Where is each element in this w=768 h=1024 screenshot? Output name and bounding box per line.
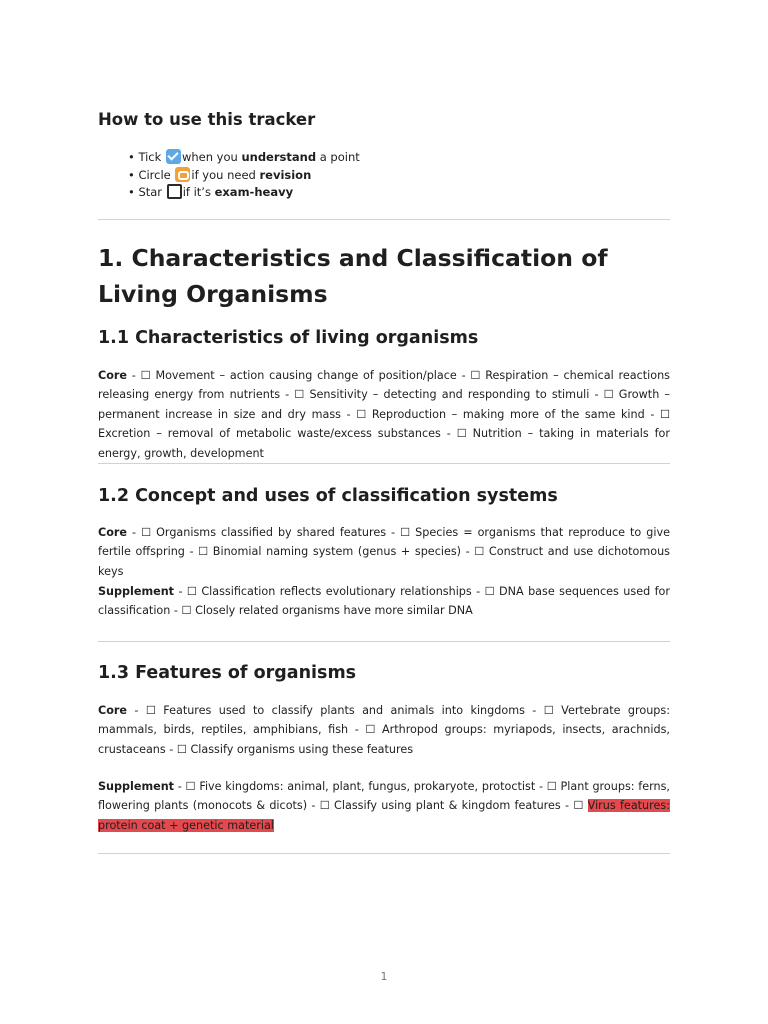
howto-list <box>128 149 360 202</box>
page-number: 1 <box>380 970 388 983</box>
howto-item-text: when you <box>181 150 242 164</box>
howto-item-bold: understand <box>241 150 317 164</box>
howto-item-tick <box>128 149 360 167</box>
howto-item-text: if you need <box>191 167 260 182</box>
subsection-title-1-3: 1.3 Features of organisms <box>98 663 357 683</box>
check-mark-button-icon <box>166 149 181 164</box>
howto-item-text: if it’s <box>182 185 215 199</box>
repeat-arrows-icon <box>175 167 190 182</box>
howto-item-prefix: • Star <box>128 185 166 199</box>
core-label: Core <box>98 704 128 717</box>
supplement-paragraph-1-3 <box>98 777 670 835</box>
howto-item-circle <box>128 167 360 185</box>
howto-item-star <box>128 184 360 202</box>
howto-heading: How to use this tracker <box>98 110 316 129</box>
supplement-label: Supplement <box>98 585 175 598</box>
divider <box>98 853 670 854</box>
howto-item-suffix: a point <box>316 150 360 164</box>
subsection-title-1-1: 1.1 Characteristics of living organisms <box>98 328 479 348</box>
howto-item-prefix: • Circle <box>128 167 175 182</box>
howto-item-prefix: • Tick <box>128 150 165 164</box>
supplement-label: Supplement <box>98 780 175 793</box>
howto-item-bold: revision <box>259 167 312 182</box>
divider <box>98 219 670 220</box>
highlighted-text: Virus features: protein coat + genetic material <box>98 799 670 832</box>
core-text: - ☐ Movement – action causing change of position/place - ☐ Respiration – chemical reactions releasing energy from nutrients - ☐ Sensitivity – detecting and responding to stimuli - ☐ Growth – permanent increase in size and dry mass - ☐ Reproduction – making more of the same kind - ☐ Excretion – removal of metabolic waste/excess substances - ☐ Nutrition – taking in materials for energy, growth, development <box>98 369 670 460</box>
square-box-icon <box>167 184 182 199</box>
supplement-text: - ☐ Five kingdoms: animal, plant, fungus, prokaryote, protoctist - ☐ Plant groups: ferns, flowering plants (monocots & dicots) - ☐ Classify using plant & kingdom features - ☐ <box>98 780 670 813</box>
howto-item-bold: exam-heavy <box>214 185 294 199</box>
core-text: - ☐ Features used to classify plants and animals into kingdoms - ☐ Vertebrate groups: mammals, birds, reptiles, amphibians, fish - ☐ Arthropod groups: myriapods, insects, arachnids, crustaceans - ☐ Classify organisms using these features <box>98 704 670 756</box>
supplement-text: - ☐ Classification reflects evolutionary relationships - ☐ DNA base sequences used for classification - ☐ Closely related organisms have more similar DNA <box>98 585 670 618</box>
core-paragraph-1-1 <box>98 366 670 463</box>
core-label: Core <box>98 526 128 539</box>
supplement-paragraph-1-2 <box>98 582 670 621</box>
core-label: Core <box>98 369 128 382</box>
divider <box>98 463 670 464</box>
subsection-title-1-2: 1.2 Concept and uses of classification systems <box>98 486 558 506</box>
section-title: 1. Characteristics and Classification of Living Organisms <box>98 244 608 308</box>
divider <box>98 641 670 642</box>
core-paragraph-1-2 <box>98 523 670 581</box>
core-text: - ☐ Organisms classified by shared features - ☐ Species = organisms that reproduce to give fertile offspring - ☐ Binomial naming system (genus + species) - ☐ Construct and use dichotomous keys <box>98 526 670 578</box>
core-paragraph-1-3 <box>98 701 670 759</box>
